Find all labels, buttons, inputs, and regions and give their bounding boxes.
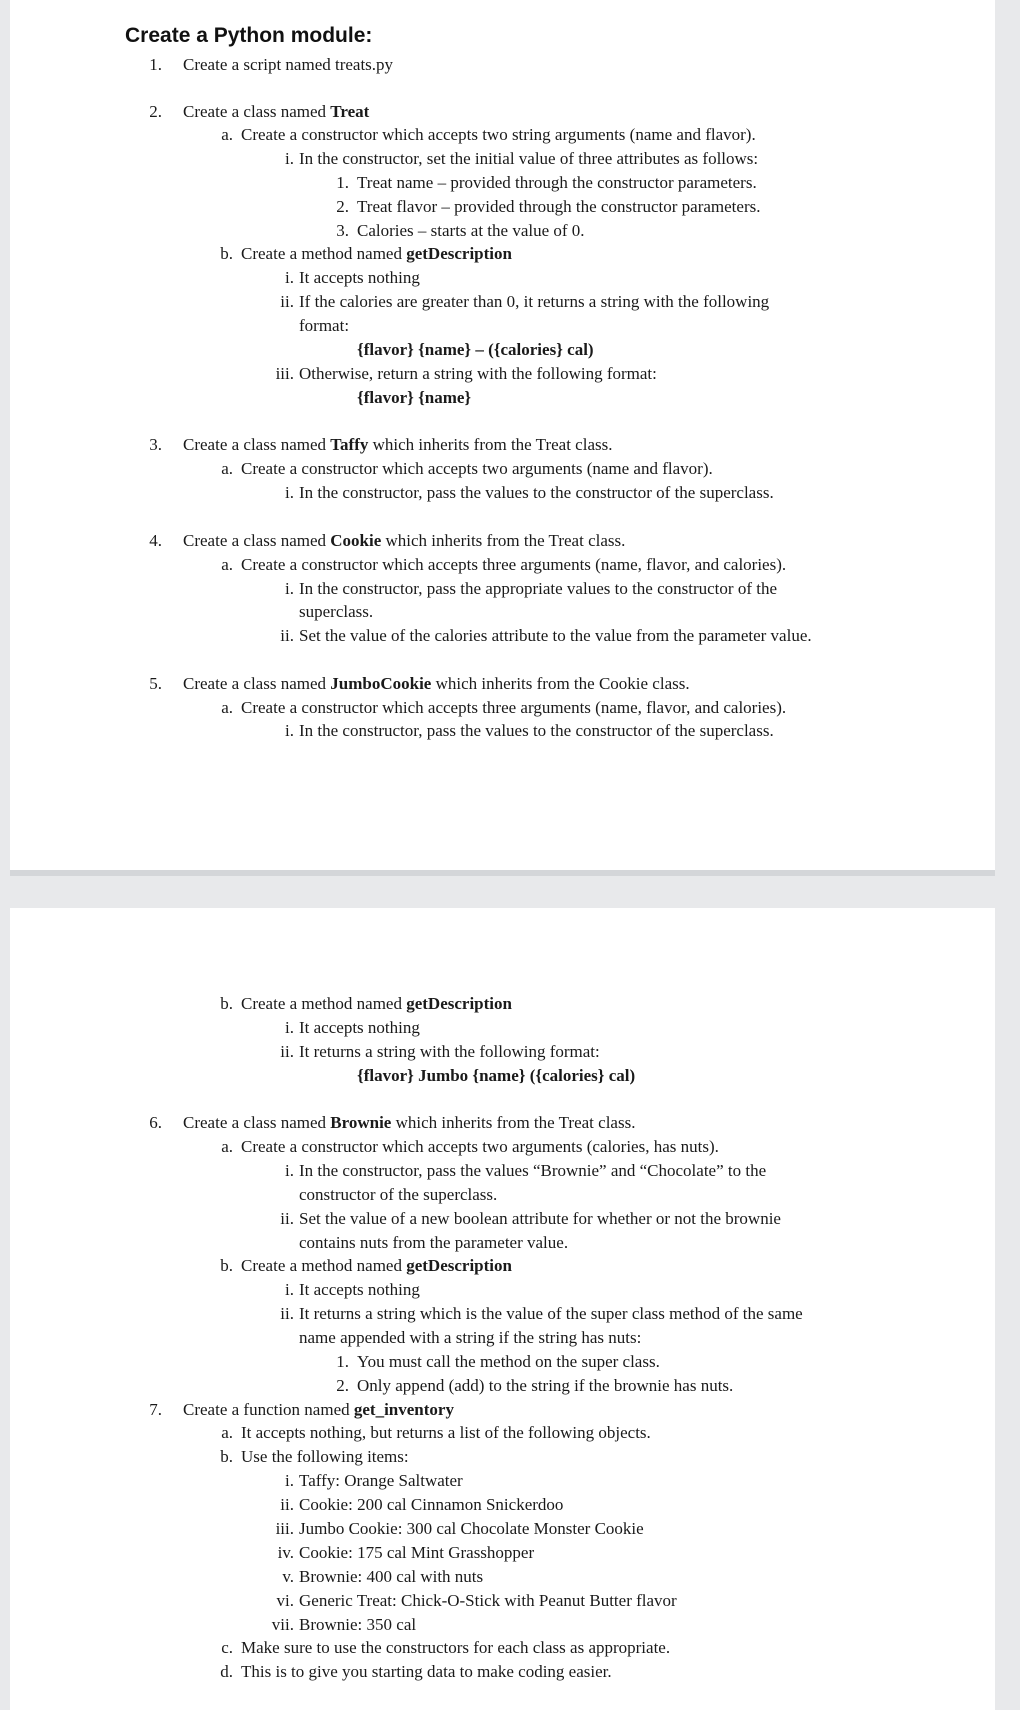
instruction-line	[299, 268, 420, 288]
instruction-line	[183, 1113, 635, 1133]
text: Create a constructor which accepts two arguments (name and flavor).	[241, 459, 713, 478]
instruction-line	[241, 1423, 651, 1443]
instruction-line	[299, 483, 774, 503]
instruction-line	[299, 1280, 420, 1300]
instruction-line	[299, 1042, 600, 1062]
text: Otherwise, return a string with the following format:	[299, 364, 657, 383]
instruction-line	[299, 1328, 641, 1348]
list-marker: ii.	[280, 292, 294, 311]
list-marker: c.	[221, 1638, 233, 1657]
text: Brownie: 350 cal	[299, 1615, 417, 1634]
bold-text: JumboCookie	[330, 674, 432, 693]
text: Taffy: Orange Saltwater	[299, 1471, 463, 1490]
instruction-line	[299, 1519, 644, 1539]
instruction-line	[357, 1376, 733, 1396]
list-marker: 1.	[336, 1352, 349, 1371]
instruction-line	[299, 1471, 463, 1491]
list-marker: 3.	[336, 221, 349, 240]
instruction-line	[241, 125, 756, 145]
text: Set the value of the calories attribute to the value from the parameter value.	[299, 626, 812, 645]
list-marker: a.	[221, 555, 233, 574]
text: Make sure to use the constructors for each class as appropriate.	[241, 1638, 671, 1657]
text: Create a class named	[183, 435, 331, 454]
list-marker: a.	[221, 1137, 233, 1156]
text: It returns a string with the following format:	[299, 1042, 600, 1061]
text: Calories – starts at the value of 0.	[357, 221, 585, 240]
text: Create a class named	[183, 102, 331, 121]
text: Generic Treat: Chick-O-Stick with Peanut Butter flavor	[299, 1591, 677, 1610]
list-marker: a.	[221, 698, 233, 717]
text: If the calories are greater than 0, it returns a string with the following	[299, 292, 770, 311]
list-marker: v.	[282, 1567, 294, 1586]
text: Create a class named	[183, 674, 331, 693]
text: It returns a string which is the value of the super class method of the same	[299, 1304, 803, 1323]
text: Create a method named	[241, 994, 407, 1013]
text: In the constructor, pass the appropriate values to the constructor of the	[299, 579, 778, 598]
text: Create a constructor which accepts two string arguments (name and flavor).	[241, 125, 756, 144]
text: contains nuts from the parameter value.	[299, 1233, 569, 1252]
instruction-line	[357, 340, 594, 360]
list-marker: b.	[220, 1447, 233, 1466]
instruction-line	[241, 1662, 612, 1682]
instruction-line	[299, 1018, 420, 1038]
bold-text: {flavor} Jumbo {name} ({calories} cal)	[357, 1066, 636, 1085]
list-marker: ii.	[280, 1042, 294, 1061]
instruction-line	[241, 698, 786, 718]
text: It accepts nothing, but returns a list of the following objects.	[241, 1423, 651, 1442]
text: Create a class named	[183, 1113, 331, 1132]
instruction-line	[299, 1161, 766, 1181]
instruction-line	[299, 602, 373, 622]
instruction-line	[241, 459, 713, 479]
instruction-line	[357, 1352, 660, 1372]
instruction-line	[357, 173, 757, 193]
instruction-line	[299, 1185, 497, 1205]
text: which inherits from the Treat class.	[368, 435, 613, 454]
instruction-line	[299, 292, 769, 312]
list-marker: i.	[285, 1161, 294, 1180]
list-marker: b.	[220, 1256, 233, 1275]
list-marker: b.	[220, 994, 233, 1013]
text: Create a class named	[183, 531, 331, 550]
instruction-line	[183, 102, 369, 122]
text: which inherits from the Treat class.	[391, 1113, 636, 1132]
text: format:	[299, 316, 350, 335]
bold-text: Treat	[330, 102, 370, 121]
text: It accepts nothing	[299, 1018, 420, 1037]
text: Only append (add) to the string if the brownie has nuts.	[357, 1376, 734, 1395]
text: Set the value of a new boolean attribute for whether or not the brownie	[299, 1209, 781, 1228]
bold-text: getDescription	[406, 1256, 512, 1275]
bold-text: {flavor} {name} – ({calories} cal)	[357, 340, 594, 359]
text: which inherits from the Treat class.	[381, 531, 626, 550]
instruction-line	[357, 1066, 635, 1086]
list-marker: i.	[285, 579, 294, 598]
bold-text: Cookie	[330, 531, 382, 550]
text: You must call the method on the super class.	[357, 1352, 660, 1371]
list-marker: 2.	[336, 197, 349, 216]
text: Brownie: 400 cal with nuts	[299, 1567, 484, 1586]
text: In the constructor, pass the values to the constructor of the superclass.	[299, 483, 774, 502]
list-marker: 1.	[149, 55, 162, 74]
list-marker: a.	[221, 1423, 233, 1442]
list-marker: i.	[285, 149, 294, 168]
list-marker: iii.	[275, 364, 294, 383]
instruction-line	[299, 149, 758, 169]
list-marker: vi.	[276, 1591, 294, 1610]
bold-text: Taffy	[330, 435, 369, 454]
instruction-line	[299, 364, 657, 384]
instruction-line	[241, 555, 786, 575]
text: which inherits from the Cookie class.	[431, 674, 690, 693]
instruction-line	[357, 221, 585, 241]
list-marker: vii.	[271, 1615, 294, 1634]
bold-text: getDescription	[406, 994, 512, 1013]
text: Create a method named	[241, 244, 407, 263]
text: Jumbo Cookie: 300 cal Chocolate Monster Cookie	[299, 1519, 644, 1538]
bold-text: get_inventory	[353, 1400, 454, 1419]
list-marker: ii.	[280, 1304, 294, 1323]
instruction-line	[241, 1447, 409, 1467]
document-heading: Create a Python module:	[125, 24, 373, 47]
list-marker: i.	[285, 721, 294, 740]
instruction-line	[183, 531, 625, 551]
list-marker: 5.	[149, 674, 162, 693]
instruction-line	[299, 1543, 534, 1563]
list-marker: i.	[285, 1280, 294, 1299]
instruction-line	[241, 1256, 512, 1276]
text: superclass.	[299, 602, 374, 621]
instruction-line	[299, 1304, 803, 1324]
text: Create a script named treats.py	[183, 55, 394, 74]
text: Cookie: 200 cal Cinnamon Snickerdoo	[299, 1495, 564, 1514]
text: Create a constructor which accepts three arguments (name, flavor, and calories).	[241, 555, 787, 574]
list-marker: d.	[220, 1662, 233, 1681]
instruction-line	[183, 55, 393, 75]
text: Use the following items:	[241, 1447, 409, 1466]
list-marker: b.	[220, 244, 233, 263]
bold-text: getDescription	[406, 244, 512, 263]
instruction-line	[299, 579, 777, 599]
list-marker: a.	[221, 125, 233, 144]
instruction-line	[299, 316, 349, 336]
text: In the constructor, set the initial value of three attributes as follows:	[299, 149, 759, 168]
list-marker: iii.	[275, 1519, 294, 1538]
list-marker: i.	[285, 483, 294, 502]
list-marker: i.	[285, 1018, 294, 1037]
text: constructor of the superclass.	[299, 1185, 498, 1204]
page-separator	[10, 870, 995, 876]
list-marker: ii.	[280, 626, 294, 645]
instruction-line	[299, 1495, 563, 1515]
list-marker: a.	[221, 459, 233, 478]
bold-text: Brownie	[330, 1113, 392, 1132]
instruction-line	[357, 197, 760, 217]
list-marker: iv.	[277, 1543, 294, 1562]
list-marker: ii.	[280, 1495, 294, 1514]
instruction-line	[299, 721, 774, 741]
list-marker: 1.	[336, 173, 349, 192]
instruction-line	[299, 626, 812, 646]
text: It accepts nothing	[299, 1280, 420, 1299]
instruction-line	[299, 1209, 781, 1229]
text: It accepts nothing	[299, 268, 420, 287]
instruction-line	[299, 1233, 568, 1253]
text: Treat flavor – provided through the constructor parameters.	[357, 197, 761, 216]
list-marker: 2.	[336, 1376, 349, 1395]
text: Create a constructor which accepts three arguments (name, flavor, and calories).	[241, 698, 787, 717]
text: Create a constructor which accepts two arguments (calories, has nuts).	[241, 1137, 719, 1156]
list-marker: 3.	[149, 435, 162, 454]
text: Treat name – provided through the constructor parameters.	[357, 173, 757, 192]
text: In the constructor, pass the values to the constructor of the superclass.	[299, 721, 774, 740]
list-marker: i.	[285, 1471, 294, 1490]
text: In the constructor, pass the values “Brownie” and “Chocolate” to the	[299, 1161, 767, 1180]
text: name appended with a string if the string has nuts:	[299, 1328, 642, 1347]
list-marker: 6.	[149, 1113, 162, 1132]
text: This is to give you starting data to make coding easier.	[241, 1662, 612, 1681]
list-marker: 4.	[149, 531, 162, 550]
instruction-line	[241, 994, 512, 1014]
bold-text: {flavor} {name}	[357, 388, 472, 407]
list-marker: 2.	[149, 102, 162, 121]
instruction-line	[299, 1615, 416, 1635]
list-marker: i.	[285, 268, 294, 287]
instruction-line	[299, 1567, 483, 1587]
instruction-line	[299, 1591, 677, 1611]
list-marker: 7.	[149, 1400, 162, 1419]
instruction-line	[183, 435, 612, 455]
instruction-line	[357, 388, 471, 408]
instruction-line	[241, 1137, 719, 1157]
text: Cookie: 175 cal Mint Grasshopper	[299, 1543, 535, 1562]
instruction-line	[183, 674, 690, 694]
instruction-line	[183, 1400, 454, 1420]
list-marker: ii.	[280, 1209, 294, 1228]
text: Create a method named	[241, 1256, 407, 1275]
instruction-line	[241, 244, 512, 264]
text: Create a function named	[183, 1400, 354, 1419]
instruction-line	[241, 1638, 670, 1658]
